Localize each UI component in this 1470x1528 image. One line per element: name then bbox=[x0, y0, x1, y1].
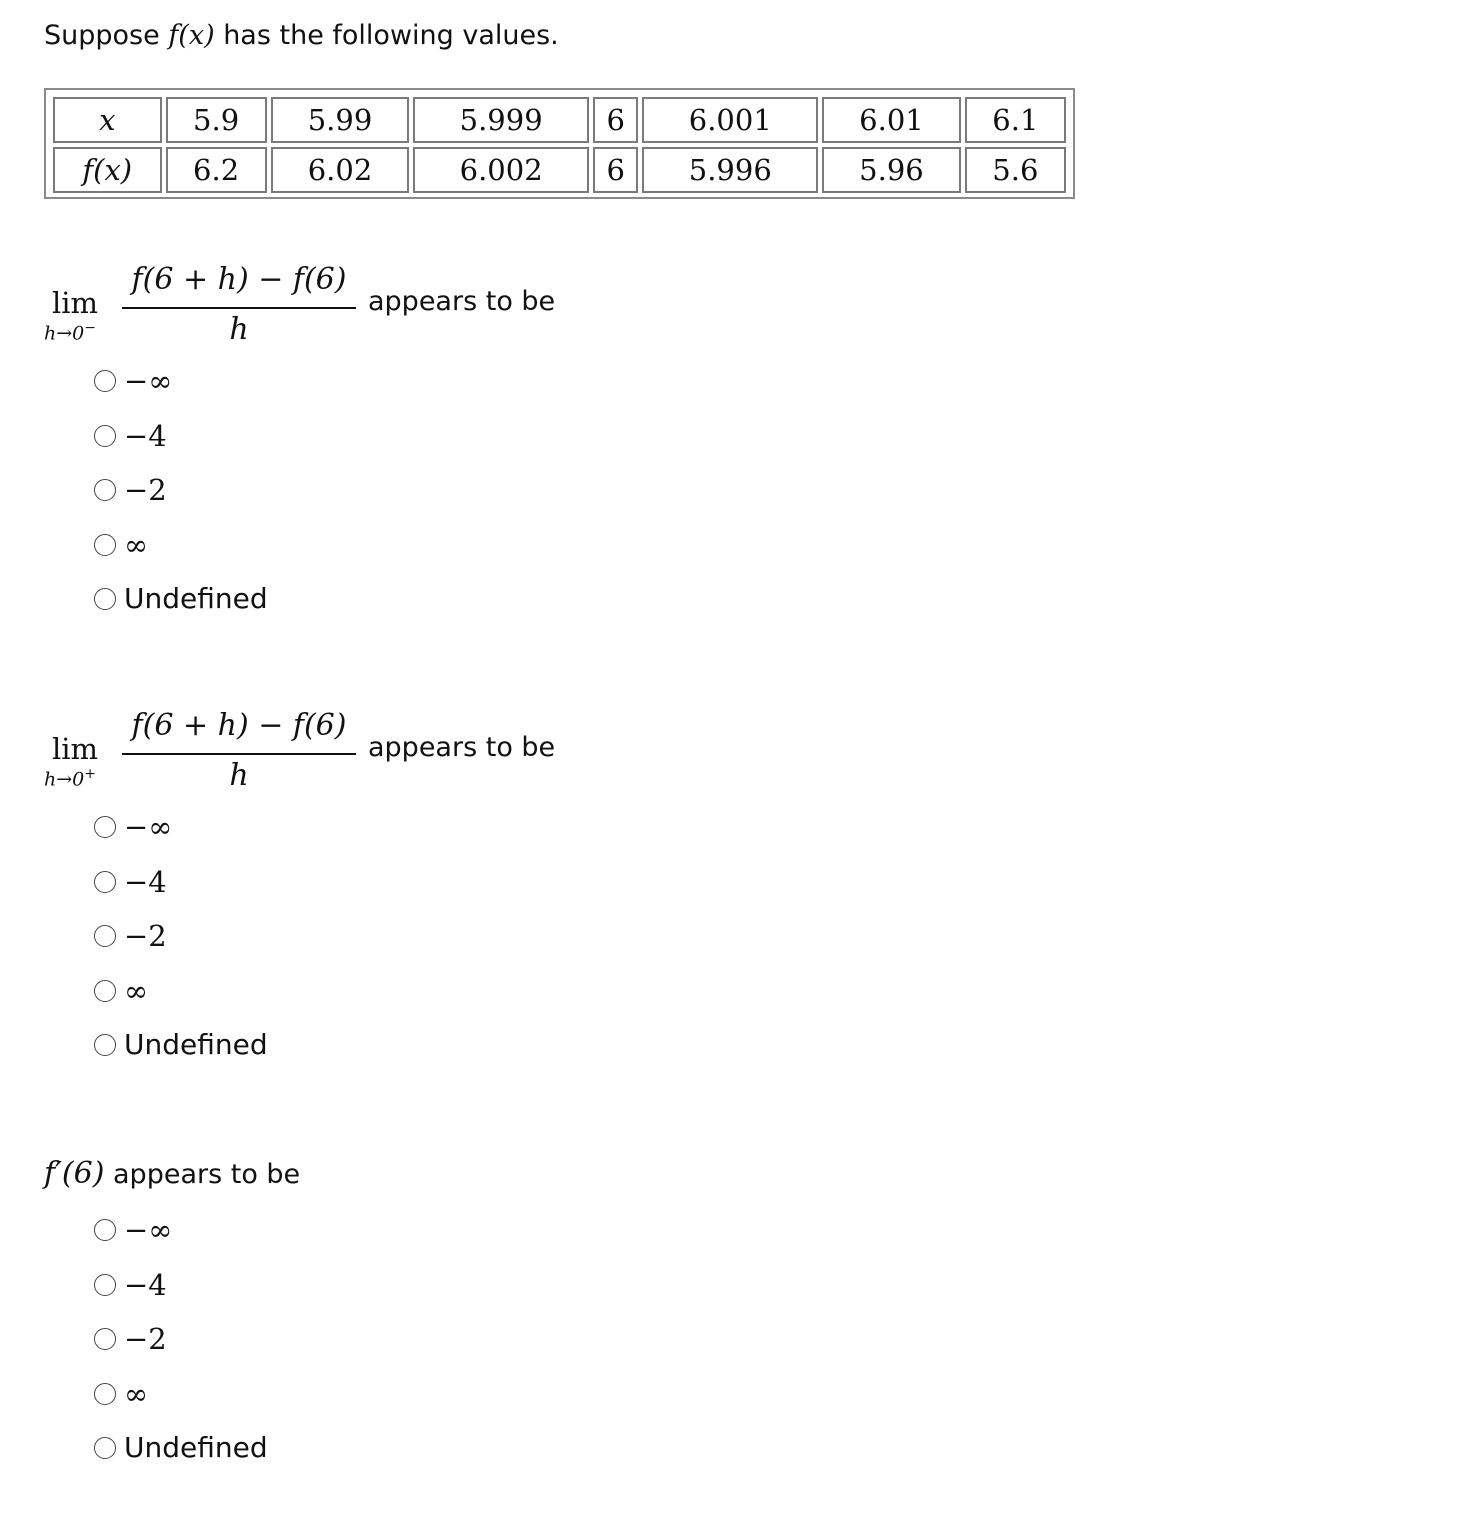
table-cell: 5.9 bbox=[166, 97, 267, 143]
option-neg-4[interactable]: −4 bbox=[94, 1258, 268, 1313]
table-cell: 6 bbox=[593, 97, 638, 143]
fraction-numerator: f(6 + h) − f(6) bbox=[131, 708, 347, 743]
right-limit-expression bbox=[44, 708, 604, 798]
radio-button[interactable] bbox=[94, 1219, 116, 1241]
radio-button[interactable] bbox=[94, 980, 116, 1002]
radio-button[interactable] bbox=[94, 479, 116, 501]
table-header-fx: f(x) bbox=[53, 147, 162, 193]
radio-button[interactable] bbox=[94, 1437, 116, 1459]
table-cell: 5.999 bbox=[413, 97, 589, 143]
option-undefined[interactable]: Undefined bbox=[94, 1018, 268, 1073]
radio-button[interactable] bbox=[94, 1383, 116, 1405]
radio-button[interactable] bbox=[94, 425, 116, 447]
fraction-bar bbox=[122, 753, 356, 755]
lim-label: lim bbox=[52, 286, 99, 320]
fraction-denominator: h bbox=[229, 758, 249, 793]
table-cell: 6.001 bbox=[642, 97, 818, 143]
derivative-expression: f′(6) bbox=[44, 1156, 105, 1191]
radio-button[interactable] bbox=[94, 816, 116, 838]
problem-intro bbox=[44, 18, 559, 54]
lim-subscript: h→0+ bbox=[44, 766, 96, 791]
radio-button[interactable] bbox=[94, 588, 116, 610]
table-cell: 6.02 bbox=[271, 147, 410, 193]
option-neg-infinity[interactable]: −∞ bbox=[94, 1203, 268, 1258]
lim-subscript: h→0− bbox=[44, 320, 96, 345]
table-header-x: x bbox=[53, 97, 162, 143]
radio-button[interactable] bbox=[94, 1274, 116, 1296]
table-cell: 6.01 bbox=[822, 97, 961, 143]
option-infinity[interactable]: ∞ bbox=[94, 518, 268, 573]
radio-button[interactable] bbox=[94, 534, 116, 556]
right-limit-options bbox=[94, 800, 268, 1073]
table-cell: 6.1 bbox=[965, 97, 1066, 143]
option-infinity[interactable]: ∞ bbox=[94, 964, 268, 1019]
table-cell: 5.6 bbox=[965, 147, 1066, 193]
table-row-x bbox=[53, 97, 1066, 143]
values-table bbox=[44, 88, 1075, 199]
appears-text: appears to be bbox=[368, 286, 556, 317]
table-row-fx bbox=[53, 147, 1066, 193]
radio-button[interactable] bbox=[94, 871, 116, 893]
intro-suffix: has the following values. bbox=[214, 20, 559, 51]
option-neg-infinity[interactable]: −∞ bbox=[94, 354, 268, 409]
option-undefined[interactable]: Undefined bbox=[94, 1421, 268, 1476]
option-infinity[interactable]: ∞ bbox=[94, 1367, 268, 1422]
radio-button[interactable] bbox=[94, 1034, 116, 1056]
table-cell: 5.96 bbox=[822, 147, 961, 193]
table-cell: 5.996 bbox=[642, 147, 818, 193]
option-neg-4[interactable]: −4 bbox=[94, 855, 268, 910]
option-neg-2[interactable]: −2 bbox=[94, 463, 268, 518]
table-cell: 5.99 bbox=[271, 97, 410, 143]
radio-button[interactable] bbox=[94, 1328, 116, 1350]
option-neg-4[interactable]: −4 bbox=[94, 409, 268, 464]
intro-prefix: Suppose bbox=[44, 20, 169, 51]
left-limit-expression bbox=[44, 262, 604, 352]
appears-text: appears to be bbox=[104, 1159, 301, 1190]
radio-button[interactable] bbox=[94, 925, 116, 947]
intro-function: f(x) bbox=[168, 20, 215, 51]
option-undefined[interactable]: Undefined bbox=[94, 572, 268, 627]
derivative-options bbox=[94, 1203, 268, 1476]
option-neg-2[interactable]: −2 bbox=[94, 909, 268, 964]
fraction-denominator: h bbox=[229, 312, 249, 347]
table-cell: 6 bbox=[593, 147, 638, 193]
fraction-numerator: f(6 + h) − f(6) bbox=[131, 262, 347, 297]
lim-label: lim bbox=[52, 732, 99, 766]
table-cell: 6.2 bbox=[166, 147, 267, 193]
fraction-bar bbox=[122, 307, 356, 309]
table-cell: 6.002 bbox=[413, 147, 589, 193]
option-neg-infinity[interactable]: −∞ bbox=[94, 800, 268, 855]
left-limit-options bbox=[94, 354, 268, 627]
appears-text: appears to be bbox=[368, 732, 556, 763]
option-neg-2[interactable]: −2 bbox=[94, 1312, 268, 1367]
radio-button[interactable] bbox=[94, 370, 116, 392]
derivative-question bbox=[44, 1156, 300, 1191]
